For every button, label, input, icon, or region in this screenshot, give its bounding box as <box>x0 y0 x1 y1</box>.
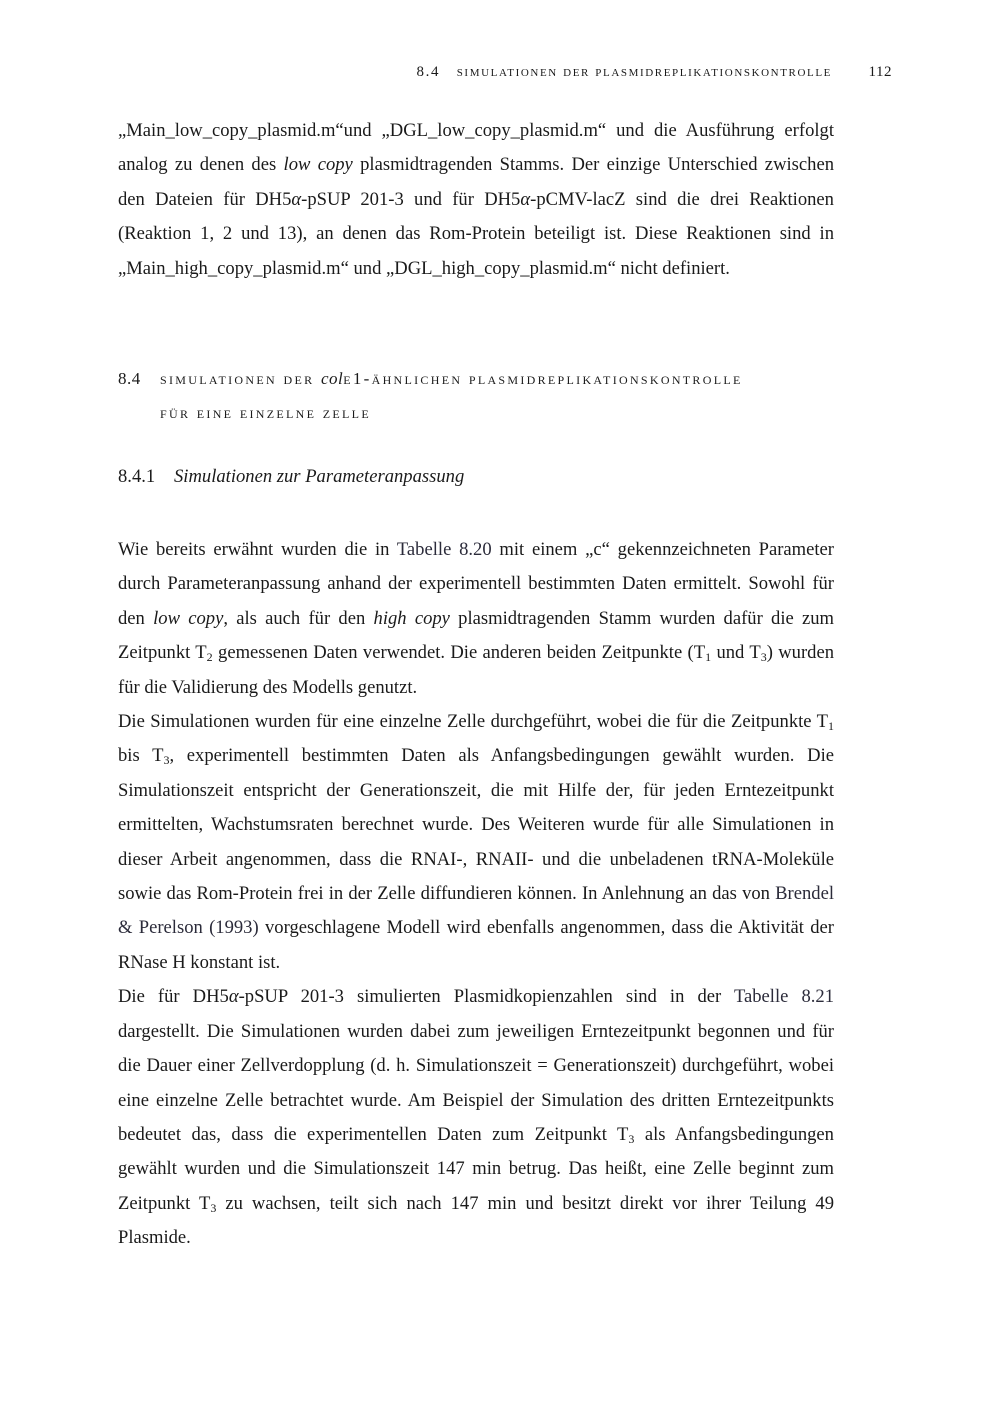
text-run: vorgeschlagene Modell wird ebenfalls angenommen, dass die Aktivität der RNase H konstant ist. <box>118 917 834 973</box>
paragraph-1 <box>118 533 834 705</box>
text-run: , experimentell bestimmten Daten als Anfangsbedingungen gewählt wurden. Die Simulationszeit entspricht der Generationszeit, die mit Hilfe der, für jeden Erntezeitpunkt ermittelten, Wachstumsraten berechnet wurde. Des Weiteren wurde für alle Simulationen in dieser Arbeit angenommen, dass die RNAI-, RNAII- und die unbeladenen tRNA-Moleküle sowie das Rom-Protein frei in der Zelle diffundieren können. In Anlehnung an das von <box>118 745 834 905</box>
text-run: , als auch für den <box>223 607 374 629</box>
italic-term: low copy <box>153 607 224 629</box>
subsection-number: 8.4.1 <box>118 466 156 487</box>
text-run: plasmidtragenden Stamm wurden dafür die zum Zeitpunkt T <box>118 607 835 664</box>
intro-paragraph <box>118 114 834 286</box>
subscript: 3 <box>210 1200 217 1215</box>
italic-term: low copy <box>283 154 353 176</box>
page-number: 112 <box>868 64 892 80</box>
section-title-line2: für eine einzelne zelle <box>160 403 371 422</box>
text-run: -pSUP 201-3 simulierten Plasmidkopienzahlen sind in der <box>238 986 734 1008</box>
section-heading <box>118 362 838 430</box>
section-number: 8.4 <box>118 369 141 388</box>
table-reference-link[interactable]: Tabelle 8.21 <box>733 986 834 1008</box>
subscript: 3 <box>760 650 767 665</box>
body-paragraphs <box>118 533 834 1256</box>
text-run: Die Simulationen wurden für eine einzelne Zelle durchgeführt, wobei die für die Zeitpunkte T <box>118 711 828 733</box>
text-run: Die für DH5 <box>118 986 229 1008</box>
section-title <box>160 369 743 388</box>
subscript: 3 <box>163 753 170 768</box>
text-run: -pSUP 201-3 und für DH5 <box>301 188 521 210</box>
running-head-title-text: simulationen der plasmidreplikationskontrolle <box>456 64 832 80</box>
text-run: plasmidtragenden Stamms. Der einzige Unterschied zwischen den Dateien für DH5 <box>118 154 834 210</box>
text-run: „Main_low_copy_plasmid.m“und „DGL_low_copy_plasmid.m“ und die Ausführung erfolgt analog zu denen des <box>118 120 834 176</box>
alpha-symbol: α <box>228 986 239 1008</box>
italic-term: high copy <box>373 607 450 629</box>
text-run: Wie bereits erwähnt wurden die in <box>118 539 397 560</box>
subscript: 1 <box>828 719 834 734</box>
text-run: als Anfangsbedingungen gewählt wurden und die Simulationszeit 147 min betrug. Das heißt, eine Zelle beginnt zum Zeitpunkt T <box>118 1123 834 1214</box>
citation-link[interactable]: Brendel & Perelson (1993) <box>118 883 834 939</box>
subscript: 3 <box>628 1131 635 1146</box>
paragraph-2 <box>118 705 834 980</box>
text-run: gemessenen Daten verwendet. Die anderen beiden Zeitpunkte (T <box>212 642 706 664</box>
text-run: simulationen der <box>160 369 321 388</box>
subsection-heading <box>118 466 464 488</box>
subscript: 1 <box>705 650 712 665</box>
text-run: ) wurden für die Validierung des Modells genutzt. <box>118 642 835 698</box>
paragraph-3 <box>118 980 834 1255</box>
subscript: 2 <box>206 650 213 665</box>
running-head-section-number: 8.4 <box>416 64 441 80</box>
text-run: dargestellt. Die Simulationen wurden dabei zum jeweiligen Erntezeitpunkt begonnen und für die Dauer einer Zellverdopplung (d. h. Simulationszeit = Generationszeit) durchgeführt, wobei eine einzelne Zelle betrachtet wurde. Am Beispiel der Simulation des dritten Erntezeitpunkts bedeutet das, dass die experimentellen Daten zum Zeitpunkt T <box>118 1020 834 1145</box>
alpha-symbol: α <box>291 188 302 210</box>
text-run: mit einem „c“ gekennzeichneten Parameter durch Parameteranpassung anhand der experimentell bestimmten Daten ermittelt. Sowohl für den <box>118 539 834 629</box>
text-run: bis T <box>118 745 164 767</box>
text-run: zu wachsen, teilt sich nach 147 min und besitzt direkt vor ihrer Teilung 49 Plasmide. <box>118 1192 834 1249</box>
text-run: -pCMV-lacZ sind die drei Reaktionen (Reaktion 1, 2 und 13), an denen das Rom-Protein beteiligt ist. Diese Reaktionen sind in „Main_high_copy_plasmid.m“ und „DGL_high_copy_plasmid.m“ nicht definiert. <box>118 188 834 279</box>
text-run: und T <box>711 642 761 664</box>
running-head-title <box>417 64 832 81</box>
subsection-title: Simulationen zur Parameteranpassung <box>174 466 465 487</box>
italic-term: col <box>320 369 344 388</box>
alpha-symbol: α <box>520 188 531 210</box>
text-run: e1-ähnlichen plasmidreplikationskontrolle <box>343 369 743 388</box>
table-reference-link[interactable]: Tabelle 8.20 <box>396 539 492 560</box>
